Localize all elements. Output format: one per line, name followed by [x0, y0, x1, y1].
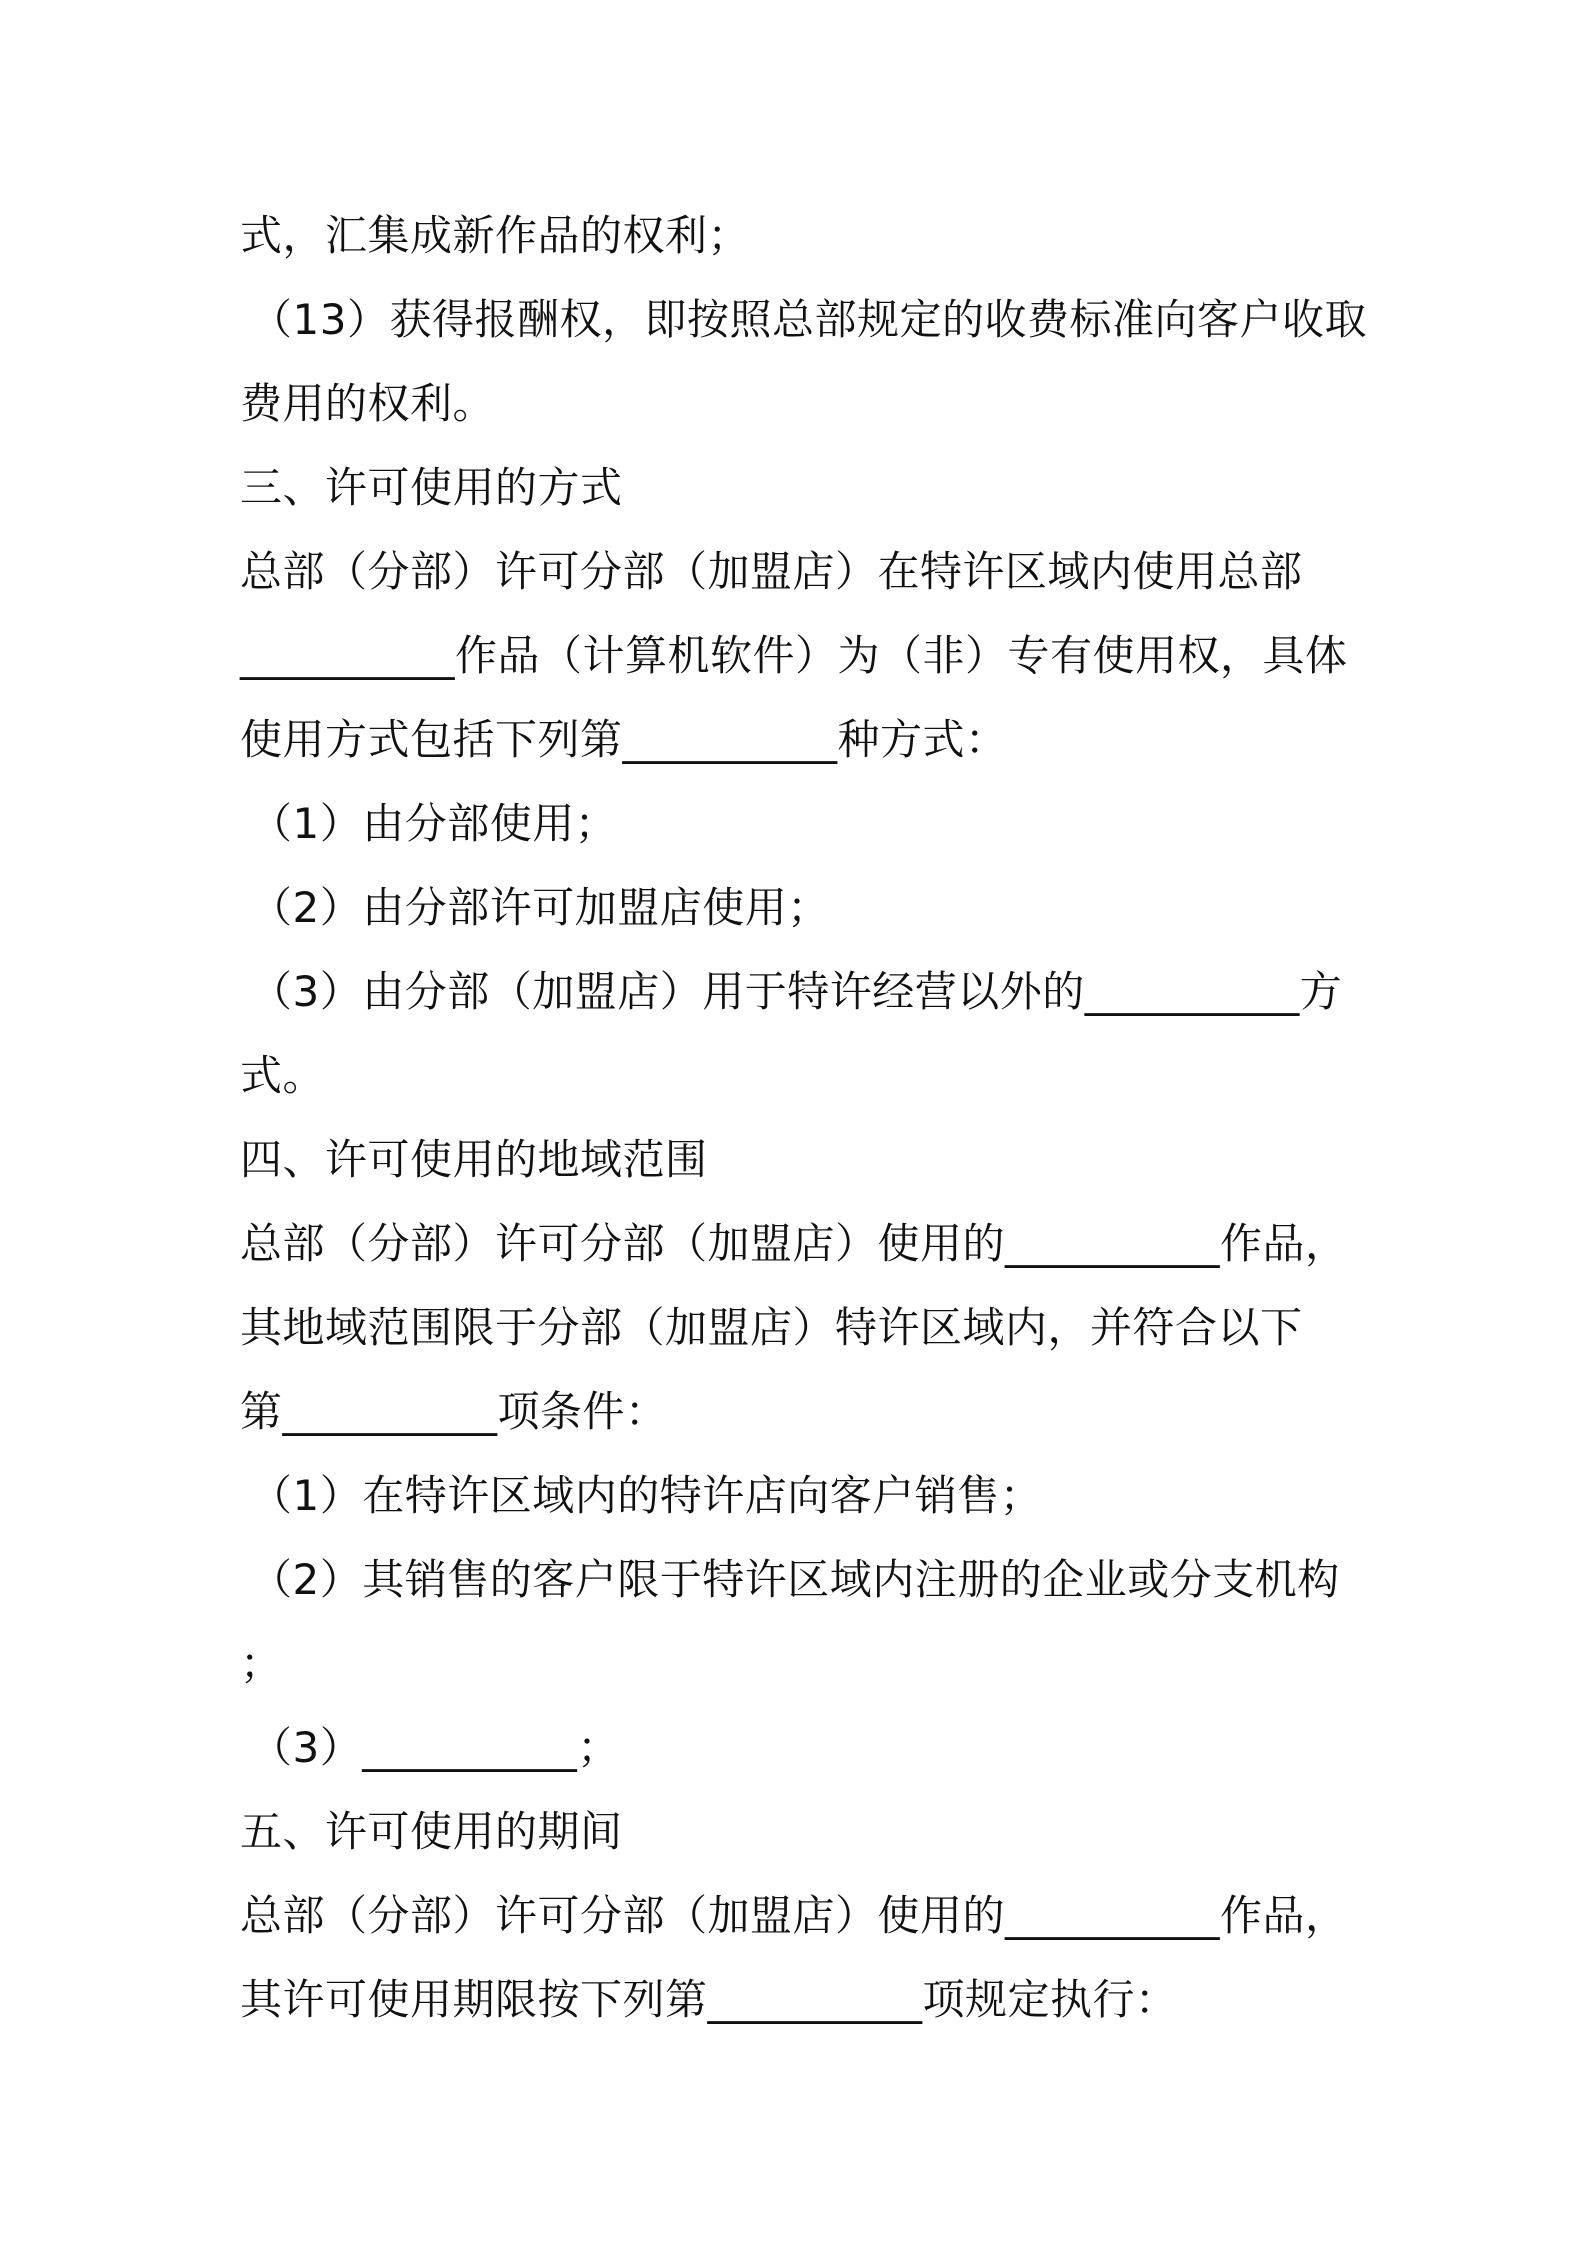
list-item: （3）由分部（加盟店）用于特许经营以外的__________方 — [250, 967, 1343, 1016]
text-line: 其许可使用期限按下列第__________项规定执行： — [240, 1975, 1178, 2024]
text-line: （13）获得报酬权，即按照总部规定的收费标准向客户收取 — [250, 295, 1367, 344]
text-line: 式，汇集成新作品的权利； — [240, 211, 751, 260]
section-heading-3: 三、许可使用的方式 — [240, 463, 623, 512]
document-body — [240, 194, 1367, 2042]
list-item: （2）其销售的客户限于特许区域内注册的企业或分支机构 — [250, 1555, 1340, 1604]
text-line: __________作品（计算机软件）为（非）专有使用权，具体 — [240, 631, 1348, 680]
text-line: 总部（分部）许可分部（加盟店）使用的__________作品， — [240, 1219, 1348, 1268]
list-item: （3）__________； — [250, 1723, 620, 1772]
text-line: 总部（分部）许可分部（加盟店）使用的__________作品， — [240, 1891, 1348, 1940]
text-line: 费用的权利。 — [240, 379, 496, 428]
text-line: 其地域范围限于分部（加盟店）特许区域内，并符合以下 — [240, 1303, 1303, 1352]
list-item: （1）在特许区域内的特许店向客户销售； — [250, 1471, 1043, 1520]
list-item: （2）由分部许可加盟店使用； — [250, 883, 830, 932]
text-line: ； — [240, 1639, 283, 1688]
text-line: 第__________项条件： — [240, 1387, 668, 1436]
section-heading-5: 五、许可使用的期间 — [240, 1807, 623, 1856]
list-item: （1）由分部使用； — [250, 799, 618, 848]
text-line: 使用方式包括下列第__________种方式： — [240, 715, 1008, 764]
section-heading-4: 四、许可使用的地域范围 — [240, 1135, 708, 1184]
text-line: 总部（分部）许可分部（加盟店）在特许区域内使用总部 — [240, 547, 1303, 596]
text-line: 式。 — [240, 1051, 326, 1100]
